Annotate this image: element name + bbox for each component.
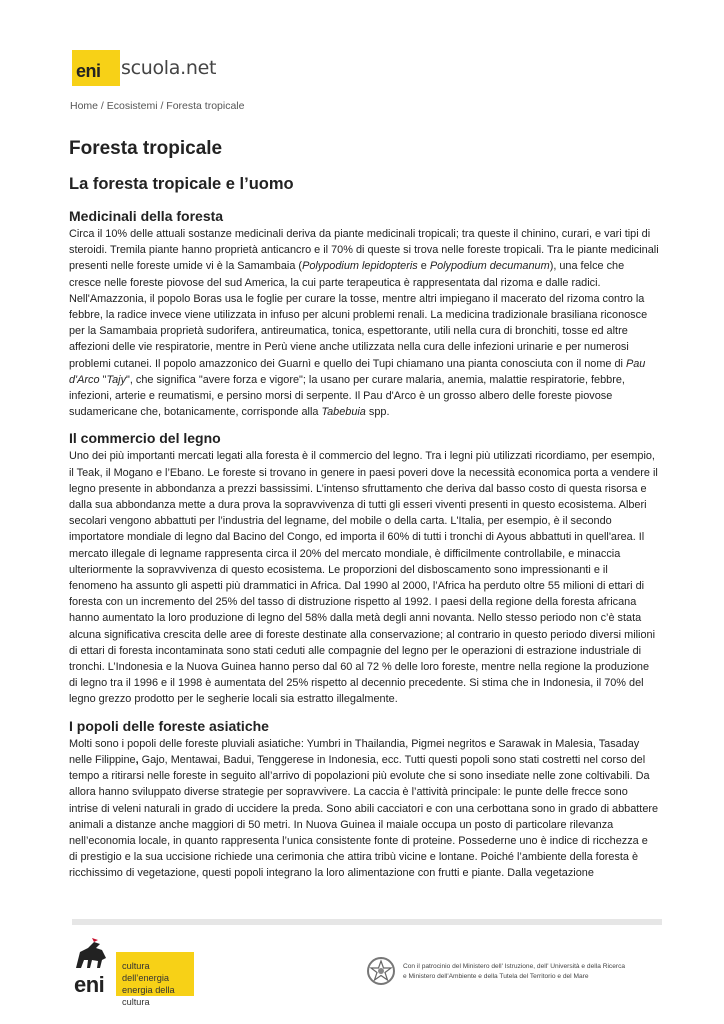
- text-run: Circa il 10% delle attuali sostanze medicinali deriva da piante medicinali tropicali; tra queste il chinino, curari, e vari tipi di steroidi. Tremila piante hanno proprietà anticancro e il 70% di queste si trova nelle foreste tropicali. Tra le piante medicinali presenti nelle foreste umide vi è la Samambaia (: [69, 228, 659, 273]
- breadcrumb: Home / Ecosistemi / Foresta tropicale: [70, 100, 245, 112]
- italic-run: Tabebuia: [321, 406, 366, 419]
- tagline-line-1: cultura dell’energia: [122, 961, 169, 983]
- text-run: ), una felce che cresce nelle foreste piovose del sud America, la cui parte terapeutica è rappresentata dal rizoma e dalle radici. Nell'Amazzonia, il popolo Boras usa le foglie per curare la tosse, mentre altri impiegano il macerato del rizoma contro la febbre, la radice invece viene utilizzata in infuso per alcuni problemi renali. La medicina tradizionale brasiliana riconosce per la Samambaia proprietà sudorifera, antireumatica, tonica, espettorante, utili nella cura di bronchiti, tosse ed altre affezioni delle vie respiratorie, mentre in Perù viene anche utilizzata nella cura delle infezioni urinarie e per numerosi problemi cutanei. Il popolo amazzonico dei Guarnì e quello dei Tupi chiamano una pianta conosciuta con il nome di: [69, 260, 648, 370]
- section-heading: I popoli delle foreste asiatiche: [69, 717, 269, 734]
- article-body: [69, 206, 659, 882]
- logo-text: scuola.net: [121, 56, 217, 79]
- section-heading: Medicinali della foresta: [69, 208, 224, 224]
- patronage-line-2: e Ministero dell'Ambiente e della Tutela del Territorio e del Mare: [403, 972, 589, 980]
- italic-run: Pau d'Arco: [69, 357, 646, 386]
- section-medicinali: [69, 206, 659, 420]
- section-commercio-legno: [69, 428, 659, 707]
- italic-run: Tajy: [106, 373, 127, 386]
- page-title: Foresta tropicale: [69, 138, 223, 159]
- section-paragraph: Uno dei più importanti mercati legati alla foresta è il commercio del legno. Tra i legni più utilizzati ricordiamo, per esempio, il Teak, il Mogano e l’Ebano. Le foreste si trovano in genere in paesi poveri dove la necessità economica porta a vendere il legno presente in abbondanza a prezzi bassissimi. L’intenso sfruttamento che deriva dal basso costo di questa risorsa e dalla sua abbondanza mette a dura prova la sopravvivenza di tutti gli esseri viventi presenti in questo ecosistema. Alberi secolari vengono abbattuti per l’industria del legname, del mobile o della carta. L'Italia, per esempio, è il secondo importatore mondiale di legno dal Bacino del Congo, ed importa il 60% di tutti i tronchi di Ayous abbattuti in quell'area. Il mercato illegale di legname rappresenta circa il 20% del mercato mondiale, è difficilmente controllabile, e minaccia ulteriormente la sopravvivenza di questo ecosistema. Le proporzioni del disboscamento sono impressionanti e il fenomeno ha assunto gli aspetti più drammatici in Africa. Dal 1990 al 2000, l’Africa ha perduto oltre 55 milioni di ettari di foresta con un incremento del 25% del tasso di distruzione rispetto al 1992. I paesi della regione della foresta africana hanno aumentato la loro produzione di legno del 58% dalla metà degli anni novanta. Nello stesso periodo non c’è stata alcuna significativa crescita delle aree di foreste destinate alla conservazione; al contrario in questo periodo diversi milioni di ettari di foresta incontaminata sono stati ceduti alle compagnie del legno per le operazioni di estrazione industriale di tronchi. L’Indonesia e la Nuova Guinea hanno perso dal 60 al 72 % delle loro foreste, mentre nella regione la produzione di legno tra il 1996 e il 1998 è aumentata del 25% rispetto al decennio precedente. Si stima che in Indonesia, il 70% del legno grezzo prodotto per le segherie locali sia estratto illegalmente.: [69, 450, 658, 706]
- footer-tagline-box: [116, 952, 194, 1007]
- eni-logo-mark: [72, 50, 120, 86]
- text-run: ": [99, 373, 107, 386]
- logo-mark-text: eni: [76, 61, 101, 81]
- section-heading: Il commercio del legno: [69, 430, 221, 447]
- section-popoli-asiatici: [69, 716, 659, 882]
- six-legged-dog-icon: [72, 938, 112, 972]
- text-run: spp.: [365, 406, 390, 419]
- page-subtitle: La foresta tropicale e l’uomo: [69, 175, 294, 193]
- italian-republic-emblem-icon: [366, 954, 396, 988]
- text-run: e: [417, 260, 430, 273]
- patronage-note: [403, 962, 673, 981]
- footer-divider: [72, 919, 662, 925]
- text-run: ", che significa "avere forza e vigore"; la usano per curare malaria, anemia, malattie respiratorie, febbre, infezioni, arterie e reumatismi, e persino morsi di serpente. Il Pau d'Arco è un grosso albero delle foreste piovose sudamericane che, botanicamente, corrisponde alla: [69, 373, 625, 419]
- bold-run: ,: [135, 753, 139, 766]
- eni-footer-logo[interactable]: [72, 938, 192, 1007]
- italic-run: Polypodium decumanum: [429, 260, 550, 273]
- patronage-line-1: Con il patrocinio del Ministero dell' Istruzione, dell' Università e della Ricerca: [403, 963, 626, 970]
- text-run: Gajo, Mentawai, Badui, Tenggerese in Indonesia, ecc. Tutti questi popoli sono stati costretti nel corso del tempo a ritirarsi nelle foreste in seguito all’arrivo di popolazioni più evolute che si sono insediate nelle zone coltivabili. Da allora hanno sviluppato diverse strategie per sopravvivere. La caccia è l’attività principale: le punte delle frecce sono intrise di veleni naturali in grado di uccidere la preda. Sono abili cacciatori e con una cerbottana sono in grado di abbattere animali a distanze anche maggiori di 50 metri. In Nuova Guinea il maiale occupa un posto di particolare rilevanza nell’economia locale, in quanto rappresenta l’unica consistente fonte di proteine. Possederne uno è indice di ricchezza e di prestigio e la sua uccisione richiede una cerimonia che attira tribù vicine e lontane. Poiché l’ambiente della foresta è ricchissimo di vegetazione, questi popoli integrano la loro alimentazione con frutti e piante. Dalla vegetazione: [69, 753, 659, 880]
- tagline-line-2: energia della cultura: [122, 985, 175, 1007]
- text-run: Molti sono i popoli delle foreste pluviali asiatiche: Yumbri in Thailandia, Pigmei negritos e Sarawak in Malesia, Tasaday nelle Filippine: [69, 737, 640, 766]
- italic-run: Polypodium lepidopteris: [302, 260, 418, 273]
- eniscuola-logo[interactable]: [72, 50, 216, 86]
- section-paragraph: [69, 736, 659, 882]
- footer-brand-word: eni: [74, 972, 105, 997]
- section-paragraph: [69, 226, 659, 420]
